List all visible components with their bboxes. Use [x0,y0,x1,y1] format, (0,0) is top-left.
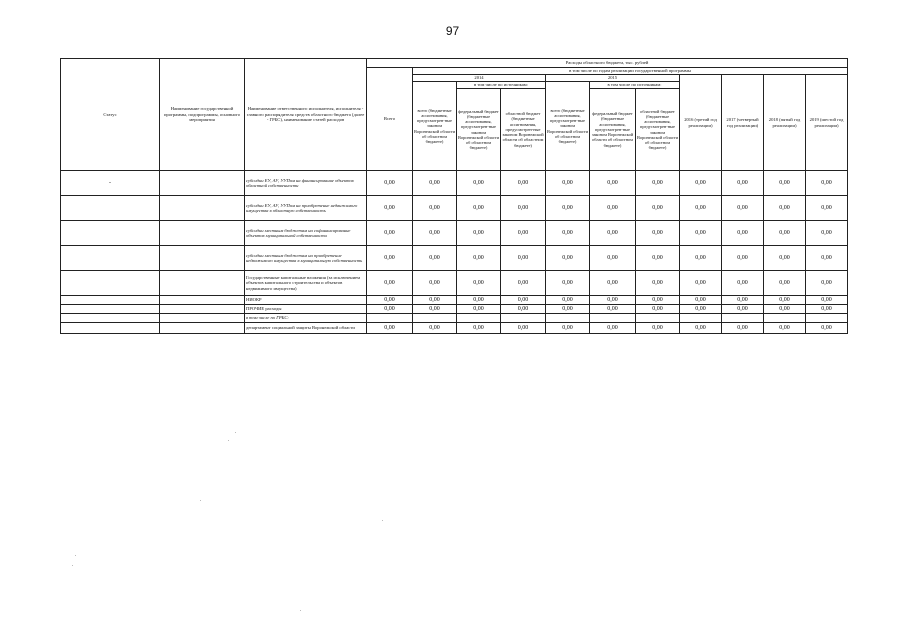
row-status [61,271,160,296]
scan-speck [235,432,236,433]
row-value: 0,00 [501,305,546,314]
row-value: 0,00 [457,196,501,221]
row-value: 0,00 [636,323,680,334]
row-value [722,314,764,323]
row-value: 0,00 [636,196,680,221]
row-value: 0,00 [722,305,764,314]
scan-speck [382,520,383,521]
row-value: 0,00 [590,196,636,221]
table-row [61,246,848,271]
row-value: 0,00 [680,171,722,196]
row-value: 0,00 [413,323,457,334]
header-2014-regional: областной бюджет (бюджетные ассигнования, предусмотрен-ные законом Воронежской области об областном бюджете) [501,89,546,171]
header-status: Статус [61,59,160,171]
row-label: субсидии местным бюджетам на приобретение недвижимого имущества в муниципальную собственность [245,246,367,271]
row-value: 0,00 [413,221,457,246]
row-value: 0,00 [457,171,501,196]
row-status [61,196,160,221]
row-value: 0,00 [806,323,848,334]
row-status: - [61,171,160,196]
row-value: 0,00 [590,305,636,314]
row-status [61,246,160,271]
row-value: 0,00 [680,246,722,271]
row-value: 0,00 [546,171,590,196]
row-value [806,314,848,323]
row-value: 0,00 [457,221,501,246]
header-2014-all: всего (бюджетные ассигнования, предусмотрен-ные законом Воронежской области об областном бюджете) [413,82,457,171]
row-status [61,221,160,246]
row-value [501,314,546,323]
row-status [61,323,160,334]
row-value: 0,00 [680,323,722,334]
page-number: 97 [445,24,460,38]
row-value: 0,00 [367,246,413,271]
row-value: 0,00 [501,246,546,271]
row-value: 0,00 [457,246,501,271]
row-value: 0,00 [546,323,590,334]
row-label: субсидии ЕУ, АУ, УУПом на финансирование объектов областной собственности [245,171,367,196]
row-value [457,314,501,323]
row-value: 0,00 [722,221,764,246]
row-value: 0,00 [764,296,806,305]
row-value: 0,00 [722,271,764,296]
header-year-2015: 2015 [546,75,680,82]
row-value: 0,00 [764,221,806,246]
row-program-name [160,196,245,221]
row-label: в том числе по ГРБС: [245,314,367,323]
row-value: 0,00 [722,246,764,271]
row-value: 0,00 [501,221,546,246]
row-value: 0,00 [590,296,636,305]
row-value: 0,00 [367,196,413,221]
row-status [61,305,160,314]
row-value: 0,00 [806,171,848,196]
row-value: 0,00 [413,305,457,314]
row-value: 0,00 [680,271,722,296]
row-value: 0,00 [367,221,413,246]
header-total: Всего [367,68,413,171]
scan-speck [300,610,301,611]
row-program-name [160,171,245,196]
row-value: 0,00 [413,171,457,196]
table-row [61,221,848,246]
row-value: 0,00 [413,271,457,296]
row-value: 0,00 [501,196,546,221]
row-program-name [160,221,245,246]
row-value [680,314,722,323]
header-year-2017: 2017 (четвертый год реализации) [722,75,764,171]
row-value: 0,00 [722,171,764,196]
row-value: 0,00 [636,305,680,314]
header-2014-sources: в том числе по источникам: [457,82,546,89]
row-value [413,314,457,323]
row-value: 0,00 [457,296,501,305]
row-value: 0,00 [546,305,590,314]
row-program-name [160,246,245,271]
row-label: субсидии местным бюджетам на софинансирование объектов муниципальной собственности [245,221,367,246]
row-label: департамент социальной защиты Воронежской области [245,323,367,334]
row-value [590,314,636,323]
row-value: 0,00 [636,171,680,196]
row-value: 0,00 [413,296,457,305]
row-program-name [160,296,245,305]
row-value: 0,00 [367,271,413,296]
table-body [61,171,848,334]
header-2015-sources: в том числе по источникам: [590,82,680,89]
row-label: Государственные капитальные вложения (за исключением объектов капитального строительства и объектов недвижимого имущества) [245,271,367,296]
row-value: 0,00 [590,221,636,246]
table-row [61,305,848,314]
row-status [61,296,160,305]
header-expenses: Расходы областного бюджета, тыс. рублей [367,59,848,68]
scan-speck [75,555,76,556]
row-value: 0,00 [680,296,722,305]
row-value: 0,00 [590,171,636,196]
row-value: 0,00 [764,271,806,296]
row-value: 0,00 [413,246,457,271]
row-value: 0,00 [806,296,848,305]
row-value: 0,00 [501,323,546,334]
header-year-2016: 2016 (третий год реализации) [680,75,722,171]
row-value: 0,00 [501,296,546,305]
row-value: 0,00 [680,221,722,246]
row-value: 0,00 [501,171,546,196]
header-program-name: Наименование государственной программы, подпрограммы, основного мероприятия [160,59,245,171]
row-value: 0,00 [764,196,806,221]
row-value: 0,00 [546,246,590,271]
row-value: 0,00 [590,246,636,271]
row-value: 0,00 [590,323,636,334]
header-year-2018: 2018 (пятый год реализации) [764,75,806,171]
table-header [61,59,848,171]
row-value: 0,00 [546,196,590,221]
row-value: 0,00 [722,323,764,334]
row-label: субсидии ЕУ, АУ, УУПом на приобретение недвижимого имущества в областную собственность [245,196,367,221]
header-by-years: в том числе по годам реализации государственной программы [413,68,848,75]
header-year-2019: 2019 (шестой год реализации) [806,75,848,171]
table-row [61,171,848,196]
row-program-name [160,271,245,296]
row-value [367,314,413,323]
row-value: 0,00 [546,296,590,305]
header-executor: Наименование ответственного исполнителя, исполнителя - главного распорядителя средств областного бюджета (далее - ГРБС), наименование статей расходов [245,59,367,171]
row-value: 0,00 [636,271,680,296]
row-value: 0,00 [764,323,806,334]
row-value: 0,00 [722,196,764,221]
row-value: 0,00 [764,171,806,196]
header-2014-federal: федеральный бюджет (бюджетные ассигнования, предусмотрен-ные законом Воронежской области об областном бюджете) [457,89,501,171]
row-value: 0,00 [501,271,546,296]
row-value: 0,00 [367,323,413,334]
row-label: ПРОЧИЕ расходы [245,305,367,314]
row-value: 0,00 [636,221,680,246]
row-value: 0,00 [806,196,848,221]
table-row [61,323,848,334]
row-value: 0,00 [413,196,457,221]
row-value: 0,00 [457,271,501,296]
row-value: 0,00 [806,221,848,246]
table-row [61,271,848,296]
row-value: 0,00 [636,246,680,271]
row-value: 0,00 [722,296,764,305]
row-value: 0,00 [546,221,590,246]
row-value: 0,00 [367,171,413,196]
scan-speck [200,500,201,501]
row-program-name [160,314,245,323]
row-value: 0,00 [806,271,848,296]
table-row [61,196,848,221]
row-label: НИОКР [245,296,367,305]
row-value: 0,00 [764,305,806,314]
row-value: 0,00 [367,305,413,314]
scan-speck [72,565,73,566]
header-year-2014: 2014 [413,75,546,82]
row-value: 0,00 [590,271,636,296]
row-program-name [160,323,245,334]
row-value: 0,00 [457,305,501,314]
row-status [61,314,160,323]
budget-table [60,58,848,334]
row-value: 0,00 [806,305,848,314]
row-value: 0,00 [764,246,806,271]
scan-speck [228,440,229,441]
row-value: 0,00 [546,271,590,296]
row-value: 0,00 [806,246,848,271]
row-value: 0,00 [457,323,501,334]
row-program-name [160,305,245,314]
row-value [546,314,590,323]
table-row [61,314,848,323]
row-value: 0,00 [680,305,722,314]
row-value: 0,00 [367,296,413,305]
header-2015-federal: федеральный бюджет (бюджетные ассигнования, предусмотрен-ные законом Воронежской области об областном бюджете) [590,89,636,171]
table-row [61,296,848,305]
row-value [636,314,680,323]
row-value: 0,00 [636,296,680,305]
header-2015-regional: областной бюджет (бюджетные ассигнования, предусмотрен-ные законом Воронежской области об областном бюджете) [636,89,680,171]
row-value [764,314,806,323]
header-2015-all: всего (бюджетные ассигнования, предусмотрен-ные законом Воронежской области об областном бюджете) [546,82,590,171]
row-value: 0,00 [680,196,722,221]
